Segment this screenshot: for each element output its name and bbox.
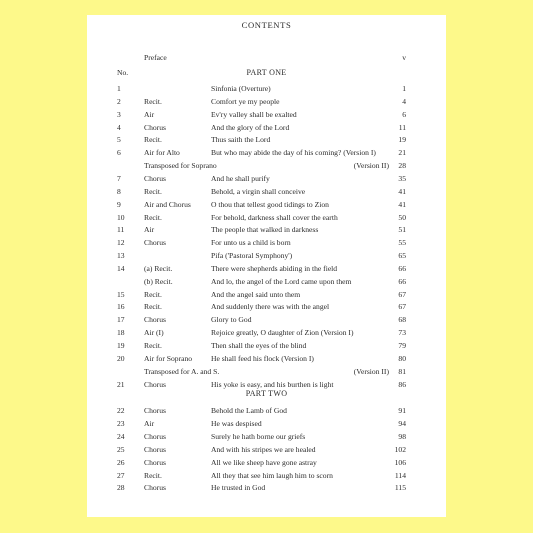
item-number: 20 <box>117 353 125 363</box>
item-type: Chorus <box>144 315 166 325</box>
item-number: 7 <box>117 173 121 183</box>
item-number: 3 <box>117 109 121 119</box>
item-page: 80 <box>398 353 406 363</box>
toc-row <box>87 404 446 418</box>
item-title: For behold, darkness shall cover the earth <box>211 212 338 222</box>
item-number: 14 <box>117 263 125 273</box>
item-number: 6 <box>117 148 121 158</box>
part-two-heading: PART TWO <box>245 389 288 398</box>
item-number: 28 <box>117 483 125 493</box>
item-type: Recit. <box>144 135 162 145</box>
item-number: 9 <box>117 199 121 209</box>
item-number: 13 <box>117 251 125 261</box>
item-title: And with his stripes we are healed <box>211 444 316 454</box>
item-number: 19 <box>117 341 125 350</box>
item-page: 66 <box>398 276 406 286</box>
toc-row <box>87 417 446 431</box>
item-number: 23 <box>117 418 125 428</box>
item-page: 1 <box>402 84 406 93</box>
toc-row <box>87 469 446 483</box>
item-title: Glory to God <box>211 315 252 325</box>
item-page: 115 <box>394 483 406 493</box>
item-type: (a) Recit. <box>144 263 173 273</box>
item-page: 6 <box>402 109 406 119</box>
item-title: Behold the Lamb of God <box>211 406 287 415</box>
item-title: And the glory of the Lord <box>211 122 290 132</box>
item-page: 86 <box>398 379 406 389</box>
item-type: Chorus <box>144 379 166 389</box>
item-type: Recit. <box>144 96 162 106</box>
item-page: 11 <box>398 122 406 132</box>
page-title: CONTENTS <box>241 20 292 30</box>
item-page: 94 <box>398 418 406 428</box>
item-type: Chorus <box>144 173 166 183</box>
toc-row <box>87 378 446 392</box>
item-title: Rejoice greatly, O daughter of Zion (Version I) <box>211 328 354 338</box>
item-type: Air (I) <box>144 328 164 338</box>
item-number: 24 <box>117 431 125 441</box>
preface-page: v <box>402 53 406 62</box>
item-title: There were shepherds abiding in the field <box>211 263 338 273</box>
item-page: 81 <box>398 366 406 376</box>
item-type: Transposed for Soprano <box>144 161 217 171</box>
item-number: 16 <box>117 302 125 312</box>
item-page: 91 <box>398 406 406 415</box>
item-page: 106 <box>394 457 406 467</box>
item-type: Recit. <box>144 302 162 312</box>
item-number: 22 <box>117 406 125 415</box>
item-number: 15 <box>117 289 125 299</box>
item-type: Recit. <box>144 212 162 222</box>
item-title: And suddenly there was with the angel <box>211 302 330 312</box>
item-page: 98 <box>398 431 406 441</box>
contents-page <box>87 15 446 517</box>
item-title: Thus saith the Lord <box>211 135 271 145</box>
item-type: Air and Chorus <box>144 199 191 209</box>
item-type: Chorus <box>144 444 166 454</box>
preface-row <box>87 51 446 65</box>
item-title: And lo, the angel of the Lord came upon them <box>211 276 352 286</box>
item-type: Chorus <box>144 406 166 415</box>
item-page: 4 <box>402 96 406 106</box>
item-page: 41 <box>398 186 406 196</box>
item-title: He was despised <box>211 418 262 428</box>
item-title: All they that see him laugh him to scorn <box>211 470 333 480</box>
item-page: 66 <box>398 263 406 273</box>
item-title: O thou that tellest good tidings to Zion <box>211 199 329 209</box>
item-number: 25 <box>117 444 125 454</box>
item-page: 21 <box>398 148 406 158</box>
item-title: Ev'ry valley shall be exalted <box>211 109 297 119</box>
item-page: 28 <box>398 161 406 171</box>
item-type: Chorus <box>144 431 166 441</box>
item-page: 68 <box>398 315 406 325</box>
item-number: 10 <box>117 212 125 222</box>
item-type: Chorus <box>144 238 166 248</box>
item-title: He shall feed his flock (Version I) <box>211 353 314 363</box>
item-type: Recit. <box>144 289 162 299</box>
item-page: 114 <box>394 470 406 480</box>
item-number: 4 <box>117 122 121 132</box>
item-title: (Version II) <box>353 161 389 171</box>
item-type: Air <box>144 109 155 119</box>
item-title: His yoke is easy, and his burthen is light <box>211 379 334 389</box>
item-title: Behold, a virgin shall conceive <box>211 186 306 196</box>
item-title: And the angel said unto them <box>211 289 301 299</box>
item-page: 35 <box>398 173 406 183</box>
item-page: 19 <box>398 135 406 145</box>
item-type: Air <box>144 418 155 428</box>
toc-row <box>87 456 446 470</box>
item-number: 18 <box>117 328 125 338</box>
item-page: 51 <box>398 225 406 235</box>
item-number: 26 <box>117 457 125 467</box>
item-title: Surely he hath borne our griefs <box>211 431 306 441</box>
item-page: 55 <box>398 238 406 248</box>
item-number: 21 <box>117 379 125 389</box>
item-title: The people that walked in darkness <box>211 225 319 235</box>
item-type: Recit. <box>144 186 162 196</box>
item-page: 67 <box>398 289 406 299</box>
item-title: Then shall the eyes of the blind <box>211 341 307 350</box>
item-title: Sinfonia (Overture) <box>211 84 271 93</box>
item-number: 12 <box>117 238 125 248</box>
item-page: 67 <box>398 302 406 312</box>
item-type: Chorus <box>144 122 166 132</box>
part-one-heading: PART ONE <box>246 68 287 77</box>
item-page: 65 <box>398 251 406 261</box>
item-type: Air for Alto <box>144 148 180 158</box>
item-page: 79 <box>398 341 406 350</box>
item-type: Recit. <box>144 341 162 350</box>
item-number: 17 <box>117 315 125 325</box>
toc-row <box>87 481 446 495</box>
item-title: But who may abide the day of his coming? (Version I) <box>211 148 376 158</box>
toc-row <box>87 430 446 444</box>
toc-row <box>87 443 446 457</box>
item-title: And he shall purify <box>211 173 270 183</box>
item-type: Air <box>144 225 155 235</box>
item-page: 73 <box>398 328 406 338</box>
item-page: 50 <box>398 212 406 222</box>
item-type: Chorus <box>144 483 166 493</box>
item-title: Pifa ('Pastoral Symphony') <box>211 251 293 261</box>
no-column-label: No. <box>117 68 129 77</box>
item-type: Chorus <box>144 457 166 467</box>
item-title: For unto us a child is born <box>211 238 291 248</box>
item-type: Air for Soprano <box>144 353 193 363</box>
item-title: Comfort ye my people <box>211 96 280 106</box>
item-page: 41 <box>398 199 406 209</box>
item-type: Recit. <box>144 470 162 480</box>
item-number: 5 <box>117 135 121 145</box>
preface-label: Preface <box>144 53 167 62</box>
item-title: He trusted in God <box>211 483 266 493</box>
item-type: Transposed for A. and S. <box>144 366 220 376</box>
item-number: 8 <box>117 186 121 196</box>
item-number: 2 <box>117 96 121 106</box>
item-type: (b) Recit. <box>144 276 173 286</box>
item-number: 11 <box>117 225 125 235</box>
item-title: (Version II) <box>353 366 389 376</box>
item-title: All we like sheep have gone astray <box>211 457 317 467</box>
item-page: 102 <box>394 444 406 454</box>
item-number: 1 <box>117 84 121 93</box>
item-number: 27 <box>117 470 125 480</box>
